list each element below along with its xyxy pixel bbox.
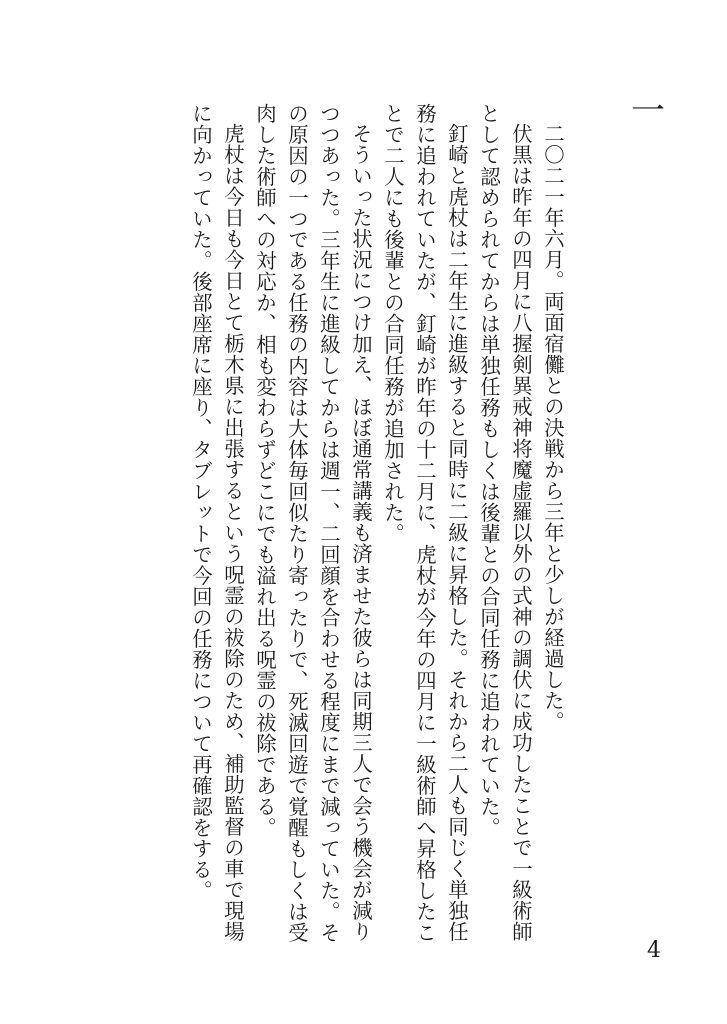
paragraph: 伏黒は昨年の四月に八握剣異戒神将魔虚羅以外の式神の調伏に成功したことで一級術師として認められてからは単独任務もしくは後輩との合同任務に追われていた。 — [477, 103, 533, 943]
body-text — [185, 103, 569, 963]
chapter-number: 一 — [631, 91, 665, 131]
paragraph: 虎杖は今日も今日とて栃木県に出張するという呪霊の祓除のため、補助監督の車で現場に向かっていた。後部座席に座り、タブレットで今回の任務について再確認をする。 — [189, 103, 245, 943]
paragraph: 釘崎と虎杖は二年生に進級すると同時に二級に昇格した。それから二人も同じく単独任務に追われていたが、釘崎が昨年の十二月に、虎杖が今年の四月に一級術師へ昇格したことで二人にも後輩との合同任務が追加された。 — [381, 103, 469, 943]
paragraph: そういった状況につけ加え、ほぼ通常講義も済ませた彼らは同期三人で会う機会が減りつつあった。三年生に進級してからは週一、二回顔を合わせる程度にまで減っていた。その原因の一つである任務の内容は大体毎回似たり寄ったりで、死滅回遊で覚醒もしくは受肉した術師への対応か、相も変わらずどこにでも溢れ出る呪霊の祓除である。 — [253, 103, 373, 943]
paragraph: 二〇二一年六月。両面宿儺との決戦から三年と少しが経過した。 — [541, 123, 565, 733]
page-number: 4 — [647, 938, 661, 963]
